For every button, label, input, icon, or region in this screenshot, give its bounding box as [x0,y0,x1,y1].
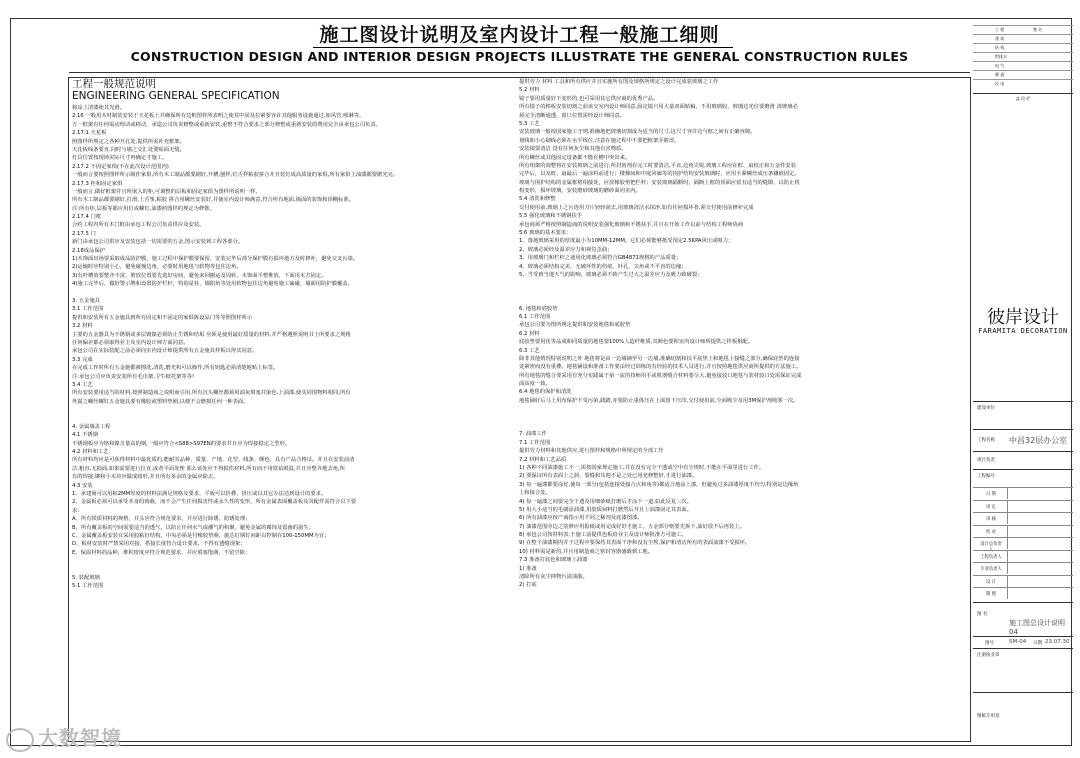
text-line [519,405,967,413]
sheet-info-row: 图号 SM-04 日期 23.07.30 [973,636,1073,649]
discipline-row [973,79,1073,88]
signature-row [973,537,1073,553]
text-line: 底胶垫要用优等品成和同质量的地毯要100%人造纤维质,其颜色要和室内设计师所提供之样板相配。 [519,339,754,346]
text-line: 9) 在整个油漆期内并于过程中要保持其表面干净和没有尘埃,保护和清洁所有的表面油漆不受损坏。 [519,540,751,547]
text-line: 任何偏差都必须取得业主及室内设计师方面同意。 [72,339,189,346]
text-line [519,414,967,422]
discipline-row [973,25,1073,34]
text-line [72,565,514,573]
text-line: 1)木饰面出场要采取成品防护膜，施工过程中保护膜要保留，安装完毕后部分保护膜有损坏地方及时修补，避免交叉污染。 [72,256,359,263]
text-line [519,422,967,430]
text-line [519,296,967,304]
text-line: 在完成工作时所有五金施都被擦洗,清洗,磨光和可以操作,所有钥匙必须清楚地贴上标签。 [72,365,279,372]
signature-label: 设 计 [986,579,996,585]
text-line: 构变形，损坏玻璃，安装磨砂玻璃的磨砂面向室内。 [519,188,641,195]
text-line: E、保温材料的品种，堆积密度应符合规范要求，并应填塞饱满，不留空隙； [72,549,251,556]
text-line: 将涂上清漆使其光滑。 [72,105,125,111]
text-line: 主要的五金器具为不锈钢或多层镀镍必须防止生锈和结垢 应须是使用最好质量的材料,并严格遵照说明书上所要求之规格 [72,331,351,338]
drawing-sheet [10,18,1072,746]
text-line: 安装镜要清洁 没有任何灰尘和其他有害物质。 [519,146,627,153]
text-line: 天花板线条要直,同时与墙之交汇处要贴面无缝。 [72,146,185,153]
text-line: 3.1 工作范围 [72,306,104,313]
text-line: 上和接合处。 [519,490,551,497]
text-line [72,406,514,414]
text-line: 4.3 安装 [72,482,93,489]
text-line: 有的焊接,铆和小木块应做成圆形,并且所有多余的金属应除去。 [72,474,219,481]
signature-label: 审 定 [986,504,996,510]
signature-label: 专业负责人 [980,567,1002,572]
text-line: 1) 准备 [519,565,537,572]
text-line: 2.17.4 门框 [72,214,102,221]
text-line: 2) 要保证所有表面上之洞、裂缝和其他不是之处已用充修整好,才进行油漆。 [519,473,698,480]
text-line: 不锈钢板应为铬和镍含量高的钢,一般应符合<S88>S97EN的要求并且应为焊接稳定之型形。 [72,440,291,447]
text-line: 承包公司要为图所规定提供和安装地毯和底胶垫 [519,322,631,329]
company-logo-en: FARAMITA DECORATION [978,327,1068,335]
page-title: 施工图设计说明及室内设计工程一般施工细则 [319,24,720,46]
discipline-row [973,61,1073,70]
text-line: 安装玻璃一般按国家施工守则,准确地把玻璃切割成为适当的尺寸,这尺寸容许边与框之间有正确容隙。 [519,129,756,136]
text-line: 2)运输时应特别小心，避免碰撞边角，必要时用地毯与软物等包住边角。 [72,264,242,271]
text-line: 3. 五金施具 [72,297,100,304]
signature-label: 校 对 [986,529,996,535]
text-line [72,557,514,565]
text-line: 镜子要用质量好不变形的,也可采用其它供应商的优秀产品。 [519,95,659,102]
text-line: 2.16 一般用木材制装安装于天花板上并确保所有边框图样所表明之使其中固及拉紧要容许其他服务设施通过,如风管,喷淋等。 [72,113,365,120]
text-line: 所有螺丝或其他固定设备都不能在槽中突出来。 [519,154,631,161]
right-column [519,78,967,590]
text-line: 7.1 工作范围 [519,439,551,446]
text-line: 8) 承包公司按材料表,于施工前提供色板给业主及设计师批准方可施工。 [519,532,687,539]
left-column [72,78,514,591]
text-line: 5.2 材料 [519,87,540,94]
text-line: 5.4 清洗和修整 [519,196,556,203]
signature-label: 设计总负责人 [980,542,1002,553]
text-line: 注:所有柜,层板等都应用钉或螺钉,油漆照图样的规定为修饰。 [72,205,215,212]
text-line: 7) 油漆范围旁边之装修应用报纸或用完成好好才施工，五金部分则要先拆下,油好放不后再装上。 [519,523,745,530]
signature-divider [1007,513,1008,524]
signature-row [973,587,1073,599]
text-line: 一般而言要按照图样所示制作家俱,所有木工制品都要刷好,开槽,刨样,钉舌样粘胶拼合并且装钉成高质量的家俱,所有家俱上油漆都要磨光亮。 [72,172,399,179]
text-line: 3)有杆槽放要整齐丰富，堆放位置要先选好房间，避免来回搬运及周转，木饰面平整堆放，下面用木方固定。 [72,272,327,279]
text-line: 提供劳力材料和其他供应,进行图样和规格中所规定的全部工作 [519,448,664,455]
text-line: 3) 每一遍漆都要涂好,使每一部分(包括连接处接合点和角等)都适合地涂上漆，但避免过多油漆厚度不均匀,特别是边缘角 [519,481,799,488]
text-line: 3、用玻璃门和栏杆之通用化玻璃必须符合GB4871规格的产品质量； [519,255,682,262]
text-line [72,289,514,297]
text-line: 10) 材料需是新的,并且用制造商之密封容器盛载到工地。 [519,548,654,555]
discipline-label: 建 筑 [995,36,1005,41]
text-line: 4) 每一遍漆之间要完全干透及用细砂纸打磨后才涂下一道,如此反复三次。 [519,498,693,505]
discipline-row [973,34,1073,43]
discipline-label: 设 电 [995,81,1005,86]
text-line: 6.3 工艺 [519,347,540,354]
signature-label: 工程负责人 [980,554,1002,560]
text-line: 注:承包公司应负责安装所有毛巾架,卫生纸托架等等! [72,373,195,380]
title-block-discipline-table [973,19,1073,94]
text-line: 4.2 材料和工艺 [72,449,109,456]
text-line: 5、当受到当地天气的影响，玻璃必须不致产生过大之温差应力及吸力致破裂； [519,271,703,278]
signature-row [973,487,1073,499]
text-line: 所有相架的调整将在安装玻璃之前进行,所封密剂在完工时要清洁,平直,边角尖锐,玻璃工程应在框、扇校正和五金件安装 [519,162,796,169]
discipline-label: 电 气 [995,63,1005,68]
drawing-stamp-area: 图纸专用章 [973,692,1073,748]
text-line: 2.17.2 不固定家俱(不在此次设计范围内) [72,163,169,170]
section-heading-cn: 工程一般规范说明 [72,78,156,90]
text-line: 所有安装要用适当的材料,按照制造商之说明而引用,所有沉头螺丝都须用油灰填塞并染色,上油漆,使其同围物料相同,所有 [72,390,351,397]
text-line: 5.6 玻璃的基本要求： [519,230,572,237]
project-lead-field: 项目负责 [973,451,1073,470]
discipline-sign: 签 名 [1033,27,1043,32]
text-line: 万一框架有任何需动理动或移动，承造公司负责修整或重新安装,重整不符合要求之部分修整或重新安装的费用完全由承包公司负责。 [72,121,381,128]
text-line: 所有地毯的缝合要采用有充分实践属于第一流的技师用手或机器缝合材料要尽大,避免接驳口地毯与装材驳口处需保证完成 [519,372,802,379]
text-line: 承包商须严格按照制造商的说明安装强化玻璃和不锈扶手,并且在开始工作以前与结构工程师协商 [519,221,744,228]
text-line: 一般而言,做好框架并且所嵌入的柜,可调整的层板和固定家俱为图样所说明一样。 [72,188,261,195]
text-line: 所有镜子的棒板安装切割之前该交室内设计师同意,固定镜只用大量双面贴稿，不用玻璃胶，玻璃边光位要磨滑 清玻璃必 [519,104,798,111]
text-line: B、所有覆盖板的空间需要适当的透气，以防止任何水气或潮气的积聚，避免金属的腐蚀及霉菌的滋生； [72,524,314,531]
signature-divider [1007,488,1008,499]
text-line: C、金属覆盖板安装宜采用胶粘钉结构，中央必须是付橡胶垫圈，施芯钉钢钉间距以控制在100-150MM为宜； [72,532,330,539]
main-content-area [68,24,971,742]
content-top-rule [69,72,970,73]
text-line: 2.17.3 柜和固定家俱 [72,180,123,187]
text-line: 所有材料均应是可获得材料中最优质的,能耐其品种、质量、产地、花型、线条、颜色、具有产品合格证。并且在安装前清 [72,457,355,464]
discipline-label: 工 程 [995,27,1005,32]
left-text-body [72,104,514,591]
watermark-logo-icon [6,728,34,752]
company-logo: 彼岸设计 [987,307,1059,328]
text-line: 须完全清晰通透，窗口位置需经设计师同意。 [519,112,625,119]
text-line: 1、落地玻璃采用的厚度最小为10MM-12MM。它们必须能够抵受预定2.5KPA风压或吸力； [519,238,734,245]
signature-divider [1007,576,1008,587]
signature-divider [1007,501,1008,512]
title-divider [313,47,733,48]
signature-label: 制 图 [986,592,996,597]
text-line: 除非其他情况特别说明之外 地毯将是由一边墙铺至另一边墙,准确切割和扶平底垫上和地毯上接缝之部分,确保底垫的连接 [519,355,800,362]
text-line: 2) 打底 [519,582,537,589]
text-line: 求： [72,507,83,514]
text-line: 6.4 地毯的保护和清洗 [519,389,572,396]
text-line: 4. 金属墙盖工程 [72,423,111,430]
text-line: 5.3 工艺 [519,120,540,127]
text-line: 7. 油漆工作 [519,431,547,438]
text-line: 6.2 材料 [519,330,540,337]
text-line: 处紧密而没有重叠。地毯铺设和准备工作要由经过训练的有经验的技术人员进行,并且按照地毯供应商所提供的方法施工。 [519,364,802,371]
drawing-name-field: 图 名 施工图总设计说明04 [973,602,1073,637]
text-line: 清除所有灰尘抑物污渍油脂。 [519,574,588,581]
text-line: 4.1 不锈钢 [72,432,98,439]
text-line: 承包公司在实际装配之前必须向室内设计师提供所有五金施具样板以得其同意。 [72,348,258,355]
text-line: 3.2 材料 [72,323,93,330]
text-line [519,288,967,296]
text-line [72,414,514,422]
discipline-row [973,52,1073,61]
discipline-label: 给排水 [995,54,1007,59]
discipline-label: 暖 通 [995,72,1005,77]
text-line: 新门由承包公司供应及安装包括一切需要的五金,图示安装到工程各部分。 [72,239,244,246]
client-field: 建设单位 [973,401,1073,430]
page-subtitle: CONSTRUCTION DESIGN AND INTERIOR DESIGN PROJECTS ILLUSTRATE THE GENERAL CONSTRUCTION RULES [130,49,909,64]
signature-divider [1007,563,1008,574]
text-line: 1、承建商可以用粘2MM厚度的材料法满足规格及要求，平板可以折叠、挤压或以其它办法达到设计的要求。 [72,490,327,497]
text-line: 照图样所规定之各种开孔处,提供所需补充框架。 [72,138,185,145]
text-line: 灯具位置按现场实际尺寸再确定才施工。 [72,155,168,162]
text-line: 5.1 工作范围 [72,583,104,590]
right-text-body [519,78,967,590]
text-line: 玻璃与围护结构的金属框格相接处，应放橡胶垫把栏杆；安装玻璃隔断时，隔断上框的顶面应留有适当的缝隙，以防止机 [519,179,800,186]
title-block [973,19,1073,747]
signature-divider [1007,551,1008,562]
signature-row [973,550,1073,562]
text-line: 3.3 完成 [72,356,93,363]
text-line: 4、玻璃必须结构完美、无破坏性的伤痕、针孔、尖角或不平直的边缘； [519,263,687,270]
text-line: 6. 地毯和底胶垫 [519,305,558,312]
text-line: 2.18成品保护 [72,247,105,254]
watermark: 大数智境 [6,722,122,752]
section-heading-en: ENGINEERING GENERAL SPECIFICATION [72,90,280,102]
text-line: A、所有铁质材料的规格，并头应符合规范要求，并应进行除锈、防锈处理； [72,516,251,523]
text-line: 外露之螺丝螺钉五金施具要有橡胶或塑料垫圈,以便不会磨损任何一种表面。 [72,398,249,405]
text-line: 5.5 强化玻璃和不锈钢扶手 [519,213,583,220]
project-number-field: 工程编号 [973,469,1073,484]
text-line: 5) 用大小适当的毛刷涂油漆,用胶质扁料打磨然后并且上油漆固定其表面。 [519,506,693,513]
text-line: 面高度一致。 [519,381,551,388]
text-line: 洁,粗直,无损面,如果需要进行拉直,或者平面处理 那么该处应不得损伤材料,所有而不用铁钻眼温,并且应整齐地去角,所 [72,465,346,472]
text-line: 7.2 材料和工艺品质 [519,456,567,463]
text-line: 1) 各种不同油漆施工不一,需按国家规定施工,并在没有完全干透或空中有尘埃时,不能在平面里进行工作。 [519,464,765,471]
text-line: 完毕后，以及框、扇最后一遍涂料前进行；楼梯间和中庭回廊等的围护结构安装玻璃时，应用卡紧螺丝或压条镶嵌固定。 [519,171,800,178]
text-line: 所有木工制品都要刷好,打滑,上舌筝,粘胶 拼合用螺丝安装好,并使室内设计师满意,符合所有地面,墙面的装饰和顶棚标准。 [72,197,354,204]
signature-row [973,500,1073,512]
signature-row [973,562,1073,574]
text-line [519,279,967,287]
text-line: 提供劳力 材料 工具和所有供应并且实施所有图及规格所规定之设计完成装玻璃之工作 [519,79,719,85]
signature-divider [1007,588,1008,599]
project-name-field: 工程名称 中昌32层办公室 [973,429,1073,452]
text-line: 提供和安装所有五金施具到所有固定和不固定的家俱陈设品门等等照图样所示 [72,314,253,321]
registration-stamp-area: 注册执业章 [973,648,1073,693]
text-line: 2.17.5 门 [72,230,96,237]
signature-divider [1007,526,1008,537]
text-line: D、板材安装时严禁采用对接，搭接长度符合设计要求，不得有透缝现象； [72,541,246,548]
signature-row [973,575,1073,587]
signature-label: 日 期 [986,492,996,497]
text-line: 2、玻璃必须经及温差应力和视觉歪曲； [519,246,613,253]
signature-divider [1007,538,1008,549]
text-line: 划线和小心刷线必须在水平线位,注意在施过程中不要把框架弄脏涩。 [519,137,680,144]
text-line: 3.4 工艺 [72,381,93,388]
text-line: 地毯铺好后马上用布保护不受污染,践踏,亦要防止重体压在上面留下压印,交付使用前,全面吸尘及用3M保护剂喷雾一次。 [519,397,799,404]
text-line: 交付使用前,玻璃上之污迹用刀片轻轻刮去,用玻璃清洁水抹净,如有任何损坏者,须交付使用前修补完成 [519,204,754,211]
text-line: 5. 装配玻璃 [72,574,100,581]
discipline-row [973,70,1073,79]
discipline-row [973,43,1073,52]
signature-label: 审 核 [986,517,996,522]
approval-stamp-label: 盖 印 栏 [1015,96,1031,101]
signature-row [973,512,1073,524]
text-line: 4)施工完毕后，做好警示牌和设置防护栏杆，特别是柱，墙阳角等处用软物包住边角避免施工磕碰，墙面用防护膜覆盖。 [72,281,353,288]
text-line: 2、金属板必须可以承受本身的荷载，而不会产生任何损害性或永久性的变形，所有金属表面覆盖板及其配件需符合以下要 [72,499,357,506]
text-line: 7.3 准备打底色和玻璃上油漆 [519,557,588,564]
text-line: 2.17.1 天花板 [72,130,107,137]
signature-row [973,525,1073,537]
text-line: 6) 所有油漆应按产商指示用不同之稀剂及底漆图漆。 [519,515,643,522]
text-line: 合约工程内所有木门框由承包工程公司负责供应及安装。 [72,222,205,229]
text-line: 6.1 工作范围 [519,313,551,320]
discipline-label: 结 构 [995,45,1005,50]
